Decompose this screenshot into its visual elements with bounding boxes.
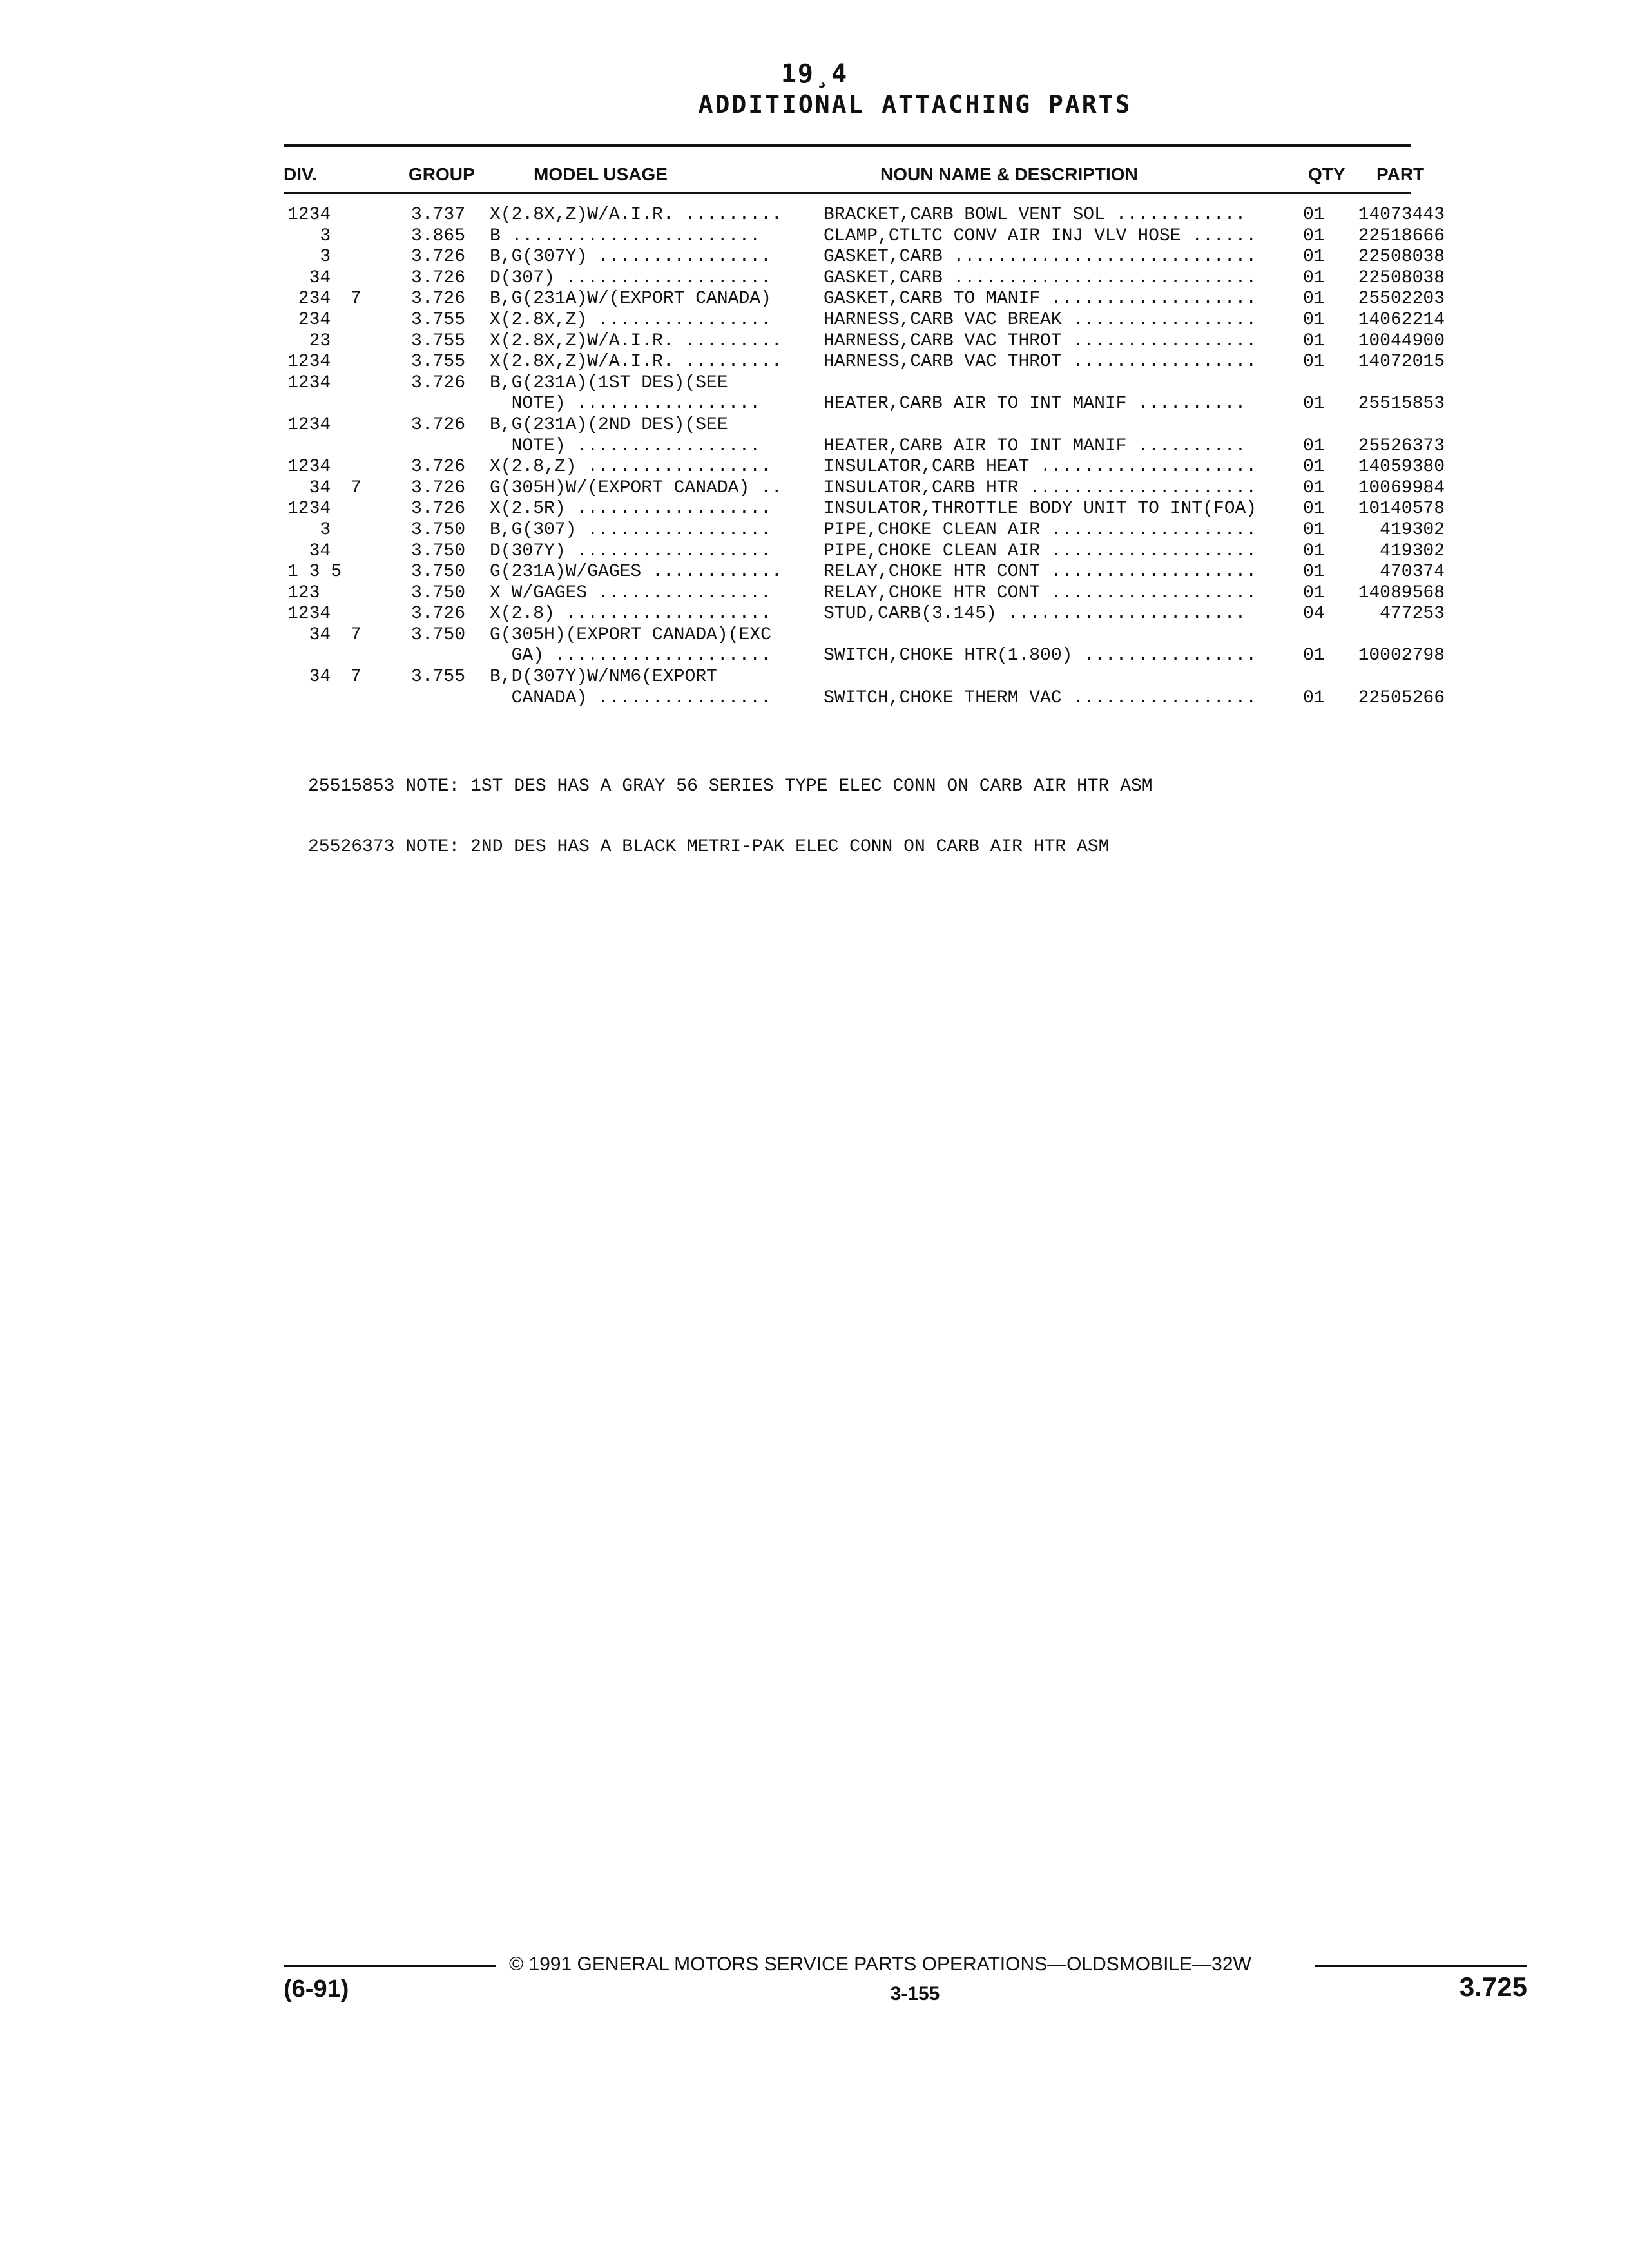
div-cell: 34: [287, 477, 331, 498]
model-usage-cell: [490, 352, 799, 373]
footer-page-number: 3-155: [890, 1983, 940, 2004]
div-cell: 34: [287, 541, 331, 561]
part-number-cell: 477253: [1380, 604, 1445, 624]
table-row: [0, 457, 1629, 478]
table-row: [0, 331, 1629, 352]
noun-description-cell: SWITCH,CHOKE HTR(1.800) ................: [824, 646, 1257, 666]
model-usage-line: NOTE) .................: [490, 436, 761, 456]
model-usage-line: X(2.8) ...................: [490, 604, 771, 624]
div-cell: 3: [287, 519, 331, 540]
noun-description-cell: INSULATOR,CARB HEAT ....................: [824, 457, 1257, 477]
model-usage-line: GA) ....................: [490, 646, 771, 666]
qty-cell: 01: [1303, 499, 1325, 519]
div-cell: 123: [287, 582, 320, 603]
group-cell: 3.755: [411, 331, 466, 351]
group-cell: 3.755: [411, 309, 466, 330]
group-cell: 3.750: [411, 519, 466, 540]
noun-description-cell: INSULATOR,THROTTLE BODY UNIT TO INT(FOA): [824, 499, 1257, 519]
noun-description-cell: PIPE,CHOKE CLEAN AIR ...................: [824, 541, 1257, 561]
table-row: [0, 583, 1629, 604]
div-cell: 3: [287, 226, 331, 246]
group-cell: 3.726: [411, 247, 466, 267]
model-usage-cell: [490, 310, 799, 331]
table-row: [0, 310, 1629, 331]
table-row: [0, 289, 1629, 310]
model-usage-cell: [490, 457, 799, 478]
qty-cell: 01: [1303, 541, 1325, 561]
part-number-cell: 419302: [1380, 541, 1445, 561]
part-number-cell: 10069984: [1358, 477, 1445, 498]
header-rule: [284, 192, 1411, 194]
group-cell: 3.750: [411, 562, 466, 582]
noun-description-cell: RELAY,CHOKE HTR CONT ...................: [824, 582, 1257, 603]
div-cell: 1234: [287, 604, 331, 624]
model-usage-line: D(307) ...................: [490, 267, 771, 288]
table-row: [0, 667, 1629, 709]
noun-description-cell: HEATER,CARB AIR TO INT MANIF ..........: [824, 394, 1246, 414]
model-usage-cell: [490, 331, 799, 352]
column-header-model-usage: MODEL USAGE: [534, 164, 668, 184]
noun-description-cell: GASKET,CARB TO MANIF ...................: [824, 289, 1257, 309]
div-extra-cell: 7: [351, 624, 361, 645]
div-cell: 34: [287, 667, 331, 687]
div-extra-cell: 7: [351, 289, 361, 309]
div-extra-cell: 7: [351, 667, 361, 687]
footer-rule-left: [284, 1965, 496, 1967]
group-cell: 3.726: [411, 477, 466, 498]
model-usage-line: X(2.8X,Z)W/A.I.R. .........: [490, 205, 782, 225]
qty-cell: 01: [1303, 562, 1325, 582]
model-usage-line: X(2.8,Z) .................: [490, 457, 771, 477]
model-usage-line: B,G(231A)W/(EXPORT CANADA): [490, 289, 771, 309]
qty-cell: 01: [1303, 436, 1325, 456]
note-line: 25515853 NOTE: 1ST DES HAS A GRAY 56 SERIES TYPE ELEC CONN ON CARB AIR HTR ASM: [308, 776, 1153, 796]
group-cell: 3.726: [411, 289, 466, 309]
part-number-cell: 14089568: [1358, 582, 1445, 603]
table-row: [0, 604, 1629, 625]
model-usage-cell: [490, 226, 799, 247]
model-usage-cell: [490, 478, 799, 499]
div-cell: 1 3 5: [287, 562, 342, 582]
div-cell: 1234: [287, 205, 331, 225]
part-number-cell: 14059380: [1358, 457, 1445, 477]
part-number-cell: 22518666: [1358, 226, 1445, 246]
table-row: [0, 520, 1629, 541]
table-row: [0, 478, 1629, 499]
model-usage-line: B,G(231A)(2ND DES)(SEE: [490, 414, 728, 435]
model-usage-cell: [490, 268, 799, 289]
noun-description-cell: HARNESS,CARB VAC BREAK .................: [824, 309, 1257, 330]
noun-description-cell: RELAY,CHOKE HTR CONT ...................: [824, 562, 1257, 582]
div-cell: 1234: [287, 352, 331, 372]
top-rule: [284, 144, 1411, 147]
model-usage-line: X(2.5R) ..................: [490, 499, 771, 519]
model-usage-line: B,G(231A)(1ST DES)(SEE: [490, 372, 728, 393]
qty-cell: 01: [1303, 457, 1325, 477]
part-number-cell: 10044900: [1358, 331, 1445, 351]
model-usage-cell: [490, 583, 799, 604]
footer-rule-right: [1315, 1965, 1527, 1967]
table-row: [0, 562, 1629, 583]
column-header-noun: NOUN NAME & DESCRIPTION: [880, 164, 1138, 184]
noun-description-cell: GASKET,CARB ............................: [824, 267, 1257, 288]
model-usage-cell: [490, 541, 799, 562]
part-number-cell: 25515853: [1358, 394, 1445, 414]
qty-cell: 01: [1303, 205, 1325, 225]
div-cell: 234: [287, 309, 331, 330]
div-cell: 34: [287, 267, 331, 288]
table-row: [0, 625, 1629, 667]
group-cell: 3.726: [411, 372, 466, 393]
model-usage-cell: [490, 415, 799, 457]
qty-cell: 01: [1303, 289, 1325, 309]
model-usage-line: G(305H)(EXPORT CANADA)(EXC: [490, 624, 771, 645]
qty-cell: 01: [1303, 331, 1325, 351]
table-row: [0, 268, 1629, 289]
noun-description-cell: PIPE,CHOKE CLEAN AIR ...................: [824, 519, 1257, 540]
part-number-cell: 419302: [1380, 519, 1445, 540]
part-number-cell: 10002798: [1358, 646, 1445, 666]
qty-cell: 01: [1303, 309, 1325, 330]
noun-description-cell: BRACKET,CARB BOWL VENT SOL ............: [824, 205, 1246, 225]
model-usage-cell: [490, 667, 799, 709]
part-number-cell: 14072015: [1358, 352, 1445, 372]
noun-description-cell: HEATER,CARB AIR TO INT MANIF ..........: [824, 436, 1246, 456]
part-number-cell: 22508038: [1358, 267, 1445, 288]
model-usage-line: B,G(307Y) ................: [490, 247, 771, 267]
notes-block: [308, 736, 1153, 898]
qty-cell: 01: [1303, 477, 1325, 498]
table-row: [0, 247, 1629, 268]
group-cell: 3.726: [411, 267, 466, 288]
group-cell: 3.726: [411, 414, 466, 435]
table-row: [0, 373, 1629, 415]
table-row: [0, 226, 1629, 247]
table-row: [0, 499, 1629, 520]
div-cell: 34: [287, 624, 331, 645]
model-year: 19¸4: [780, 59, 849, 89]
qty-cell: 01: [1303, 646, 1325, 666]
column-header-div: DIV.: [284, 164, 317, 184]
div-cell: 234: [287, 289, 331, 309]
group-cell: 3.750: [411, 624, 466, 645]
qty-cell: 01: [1303, 687, 1325, 708]
model-usage-line: B .......................: [490, 226, 761, 246]
model-usage-cell: [490, 520, 799, 541]
qty-cell: 01: [1303, 582, 1325, 603]
group-cell: 3.726: [411, 457, 466, 477]
group-cell: 3.865: [411, 226, 466, 246]
model-usage-line: X(2.8X,Z)W/A.I.R. .........: [490, 352, 782, 372]
model-usage-line: X W/GAGES ................: [490, 582, 771, 603]
noun-description-cell: SWITCH,CHOKE THERM VAC .................: [824, 687, 1257, 708]
model-usage-line: X(2.8X,Z)W/A.I.R. .........: [490, 331, 782, 351]
group-cell: 3.750: [411, 541, 466, 561]
div-cell: 1234: [287, 499, 331, 519]
noun-description-cell: GASKET,CARB ............................: [824, 247, 1257, 267]
qty-cell: 01: [1303, 247, 1325, 267]
div-cell: 1234: [287, 372, 331, 393]
model-usage-line: CANADA) ................: [490, 687, 771, 708]
table-row: [0, 415, 1629, 457]
part-number-cell: 14073443: [1358, 205, 1445, 225]
page-title: ADDITIONAL ATTACHING PARTS: [698, 90, 1132, 119]
group-cell: 3.726: [411, 499, 466, 519]
group-cell: 3.755: [411, 352, 466, 372]
footer-section-number: 3.725: [1459, 1972, 1527, 2002]
div-cell: 1234: [287, 414, 331, 435]
column-header-qty: QTY: [1308, 164, 1345, 184]
qty-cell: 01: [1303, 519, 1325, 540]
part-number-cell: 22505266: [1358, 687, 1445, 708]
table-row: [0, 541, 1629, 562]
part-number-cell: 25502203: [1358, 289, 1445, 309]
model-usage-line: B,G(307) .................: [490, 519, 771, 540]
part-number-cell: 470374: [1380, 562, 1445, 582]
noun-description-cell: INSULATOR,CARB HTR .....................: [824, 477, 1257, 498]
part-number-cell: 22508038: [1358, 247, 1445, 267]
footer-copyright: © 1991 GENERAL MOTORS SERVICE PARTS OPERATIONS—OLDSMOBILE—32W: [509, 1954, 1251, 1975]
div-cell: 23: [287, 331, 331, 351]
model-usage-cell: [490, 289, 799, 310]
table-row: [0, 352, 1629, 373]
model-usage-cell: [490, 604, 799, 625]
model-usage-line: G(231A)W/GAGES ............: [490, 562, 782, 582]
table-row: [0, 205, 1629, 226]
noun-description-cell: HARNESS,CARB VAC THROT .................: [824, 352, 1257, 372]
group-cell: 3.726: [411, 604, 466, 624]
part-number-cell: 25526373: [1358, 436, 1445, 456]
model-usage-line: X(2.8X,Z) ................: [490, 309, 771, 330]
column-header-part: PART: [1376, 164, 1425, 184]
group-cell: 3.737: [411, 205, 466, 225]
model-usage-cell: [490, 373, 799, 415]
model-usage-cell: [490, 562, 799, 583]
qty-cell: 01: [1303, 394, 1325, 414]
model-usage-cell: [490, 247, 799, 268]
part-number-cell: 14062214: [1358, 309, 1445, 330]
group-cell: 3.750: [411, 582, 466, 603]
qty-cell: 04: [1303, 604, 1325, 624]
qty-cell: 01: [1303, 352, 1325, 372]
model-usage-cell: [490, 499, 799, 520]
noun-description-cell: HARNESS,CARB VAC THROT .................: [824, 331, 1257, 351]
model-usage-cell: [490, 625, 799, 667]
model-usage-line: G(305H)W/(EXPORT CANADA) ..: [490, 477, 782, 498]
part-number-cell: 10140578: [1358, 499, 1445, 519]
model-usage-line: D(307Y) ..................: [490, 541, 771, 561]
noun-description-cell: CLAMP,CTLTC CONV AIR INJ VLV HOSE ......: [824, 226, 1257, 246]
group-cell: 3.755: [411, 667, 466, 687]
footer-date: (6-91): [284, 1975, 349, 2003]
note-line: 25526373 NOTE: 2ND DES HAS A BLACK METRI-PAK ELEC CONN ON CARB AIR HTR ASM: [308, 837, 1110, 857]
parts-table: [0, 205, 1629, 709]
div-extra-cell: 7: [351, 477, 361, 498]
qty-cell: 01: [1303, 267, 1325, 288]
model-usage-cell: [490, 205, 799, 226]
qty-cell: 01: [1303, 226, 1325, 246]
model-usage-line: B,D(307Y)W/NM6(EXPORT: [490, 667, 717, 687]
model-usage-line: NOTE) .................: [490, 394, 761, 414]
noun-description-cell: STUD,CARB(3.145) ......................: [824, 604, 1246, 624]
column-header-group: GROUP: [409, 164, 475, 184]
div-cell: 1234: [287, 457, 331, 477]
div-cell: 3: [287, 247, 331, 267]
